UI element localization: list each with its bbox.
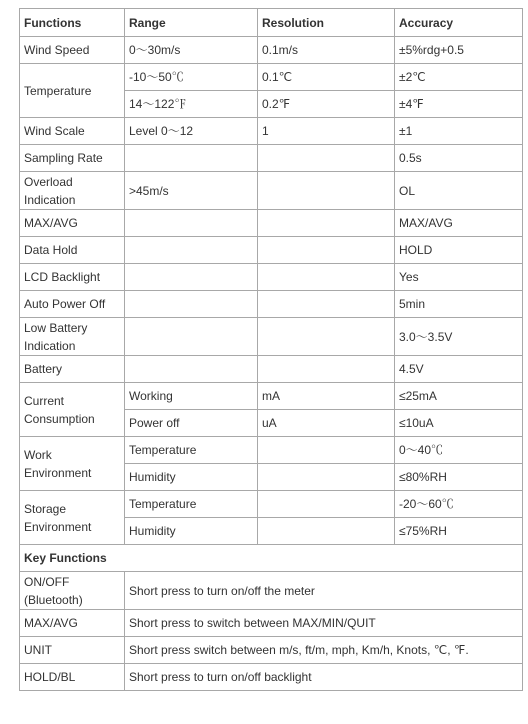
spec-table — [19, 8, 523, 691]
resolution-cell: 0.2℉ — [258, 91, 395, 118]
resolution-cell — [258, 291, 395, 318]
range-cell — [125, 237, 258, 264]
label-line: Low Battery — [24, 320, 88, 335]
table-row — [20, 64, 523, 91]
resolution-cell — [258, 464, 395, 491]
header-accuracy: Accuracy — [395, 9, 523, 37]
key-label — [20, 572, 125, 610]
table-row — [20, 145, 523, 172]
range-cell: -10～50℃ — [125, 64, 258, 91]
resolution-cell: 0.1m/s — [258, 37, 395, 64]
resolution-cell — [258, 264, 395, 291]
resolution-cell: 1 — [258, 118, 395, 145]
function-label: Sampling Rate — [20, 145, 125, 172]
range-cell: Humidity — [125, 464, 258, 491]
label-line: Overload — [24, 174, 73, 189]
key-description: Short press to turn on/off backlight — [125, 664, 523, 691]
range-cell: Working — [125, 383, 258, 410]
function-label: Wind Scale — [20, 118, 125, 145]
table-row — [20, 383, 523, 410]
accuracy-cell: -20～60℃ — [395, 491, 523, 518]
accuracy-cell: ≤25mA — [395, 383, 523, 410]
resolution-cell — [258, 172, 395, 210]
label-line: ON/OFF — [24, 574, 70, 589]
accuracy-cell: 4.5V — [395, 356, 523, 383]
range-cell — [125, 145, 258, 172]
table-row — [20, 210, 523, 237]
range-cell: Temperature — [125, 437, 258, 464]
label-line: (Bluetooth) — [24, 592, 83, 607]
table-row — [20, 118, 523, 145]
accuracy-cell: ±4℉ — [395, 91, 523, 118]
label-line: Work — [24, 447, 52, 462]
header-range: Range — [125, 9, 258, 37]
table-row — [20, 291, 523, 318]
accuracy-cell: ≤10uA — [395, 410, 523, 437]
function-label: Wind Speed — [20, 37, 125, 64]
range-cell: Temperature — [125, 491, 258, 518]
key-label: MAX/AVG — [20, 610, 125, 637]
label-line: Indication — [24, 192, 76, 207]
function-label: MAX/AVG — [20, 210, 125, 237]
resolution-cell — [258, 491, 395, 518]
accuracy-cell: MAX/AVG — [395, 210, 523, 237]
resolution-cell: mA — [258, 383, 395, 410]
table-row — [20, 572, 523, 610]
resolution-cell — [258, 356, 395, 383]
key-label: HOLD/BL — [20, 664, 125, 691]
table-row — [20, 172, 523, 210]
label-line: Current — [24, 393, 65, 408]
accuracy-cell: ±2℃ — [395, 64, 523, 91]
resolution-cell — [258, 145, 395, 172]
accuracy-cell: Yes — [395, 264, 523, 291]
table-row — [20, 37, 523, 64]
table-row — [20, 356, 523, 383]
range-cell: >45m/s — [125, 172, 258, 210]
label-line: Indication — [24, 338, 76, 353]
function-label — [20, 437, 125, 491]
accuracy-cell: HOLD — [395, 237, 523, 264]
resolution-cell — [258, 318, 395, 356]
range-cell — [125, 291, 258, 318]
label-line: Environment — [24, 519, 92, 534]
range-cell: Humidity — [125, 518, 258, 545]
accuracy-cell: ≤80%RH — [395, 464, 523, 491]
table-row — [20, 264, 523, 291]
function-label — [20, 172, 125, 210]
range-cell: 14～122℉ — [125, 91, 258, 118]
table-row — [20, 491, 523, 518]
key-description: Short press to turn on/off the meter — [125, 572, 523, 610]
function-label — [20, 491, 125, 545]
table-header-row — [20, 9, 523, 37]
function-label: Data Hold — [20, 237, 125, 264]
function-label: Auto Power Off — [20, 291, 125, 318]
range-cell — [125, 264, 258, 291]
key-functions-title: Key Functions — [20, 545, 523, 572]
header-functions: Functions — [20, 9, 125, 37]
label-line: Storage — [24, 501, 67, 516]
key-description: Short press switch between m/s, ft/m, mph, Km/h, Knots, ℃, ℉. — [125, 637, 523, 664]
key-label: UNIT — [20, 637, 125, 664]
header-resolution: Resolution — [258, 9, 395, 37]
function-label — [20, 383, 125, 437]
key-description: Short press to switch between MAX/MIN/QUIT — [125, 610, 523, 637]
resolution-cell — [258, 210, 395, 237]
accuracy-cell: 0.5s — [395, 145, 523, 172]
function-label — [20, 318, 125, 356]
range-cell: 0～30m/s — [125, 37, 258, 64]
range-cell — [125, 356, 258, 383]
table-row — [20, 664, 523, 691]
function-label: Battery — [20, 356, 125, 383]
accuracy-cell: 3.0～3.5V — [395, 318, 523, 356]
table-row — [20, 637, 523, 664]
range-cell: Power off — [125, 410, 258, 437]
range-cell — [125, 318, 258, 356]
table-row — [20, 437, 523, 464]
accuracy-cell: 0～40℃ — [395, 437, 523, 464]
key-functions-header-row — [20, 545, 523, 572]
label-line: Environment — [24, 465, 92, 480]
resolution-cell: uA — [258, 410, 395, 437]
range-cell — [125, 210, 258, 237]
accuracy-cell: ≤75%RH — [395, 518, 523, 545]
accuracy-cell: ±1 — [395, 118, 523, 145]
table-row — [20, 318, 523, 356]
accuracy-cell: ±5%rdg+0.5 — [395, 37, 523, 64]
accuracy-cell: OL — [395, 172, 523, 210]
resolution-cell — [258, 237, 395, 264]
label-line: Consumption — [24, 411, 95, 426]
resolution-cell — [258, 518, 395, 545]
resolution-cell — [258, 437, 395, 464]
range-cell: Level 0～12 — [125, 118, 258, 145]
accuracy-cell: 5min — [395, 291, 523, 318]
table-row — [20, 610, 523, 637]
resolution-cell: 0.1℃ — [258, 64, 395, 91]
table-row — [20, 237, 523, 264]
function-label: Temperature — [20, 64, 125, 118]
function-label: LCD Backlight — [20, 264, 125, 291]
